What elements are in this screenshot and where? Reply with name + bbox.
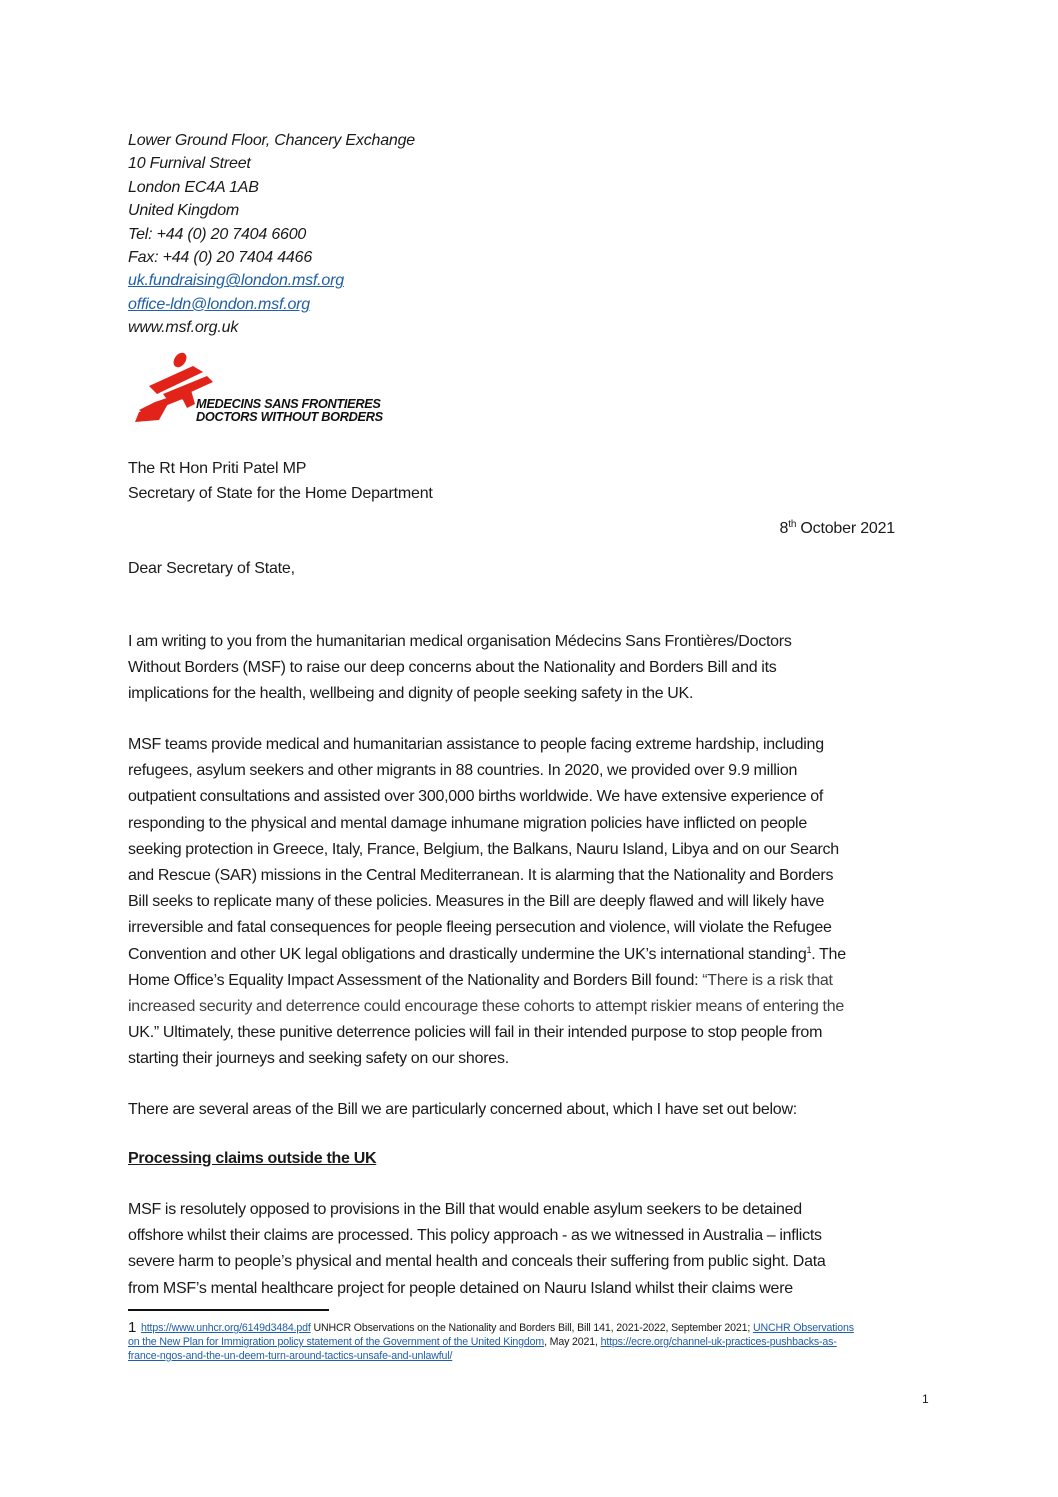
quotation: “There is a risk that (702, 971, 833, 989)
footnote-link-unhcr-observations-cont[interactable]: on the New Plan for Immigration policy statement of the Government of the United Kingdom (128, 1336, 545, 1348)
footnote-link-ecre[interactable]: https://ecre.org/channel-uk-practices-pushbacks-as- (600, 1336, 837, 1348)
paragraph-concerns-intro: There are several areas of the Bill we are particularly concerned about, which I have set out below: (128, 1101, 797, 1118)
section-heading: Processing claims outside the UK (128, 1150, 377, 1167)
address-line: United Kingdom (128, 202, 240, 220)
footnote-link-ecre-cont[interactable]: france-ngos-and-the-un-deem-turn-around-tactics-unsafe-and-unlawful/ (128, 1350, 453, 1362)
letter-date: 8th October 2021 (779, 519, 895, 537)
fax: Fax: +44 (0) 20 7404 4466 (128, 249, 313, 267)
email-link-office[interactable]: office-ldn@london.msf.org (128, 295, 311, 313)
address-line: Lower Ground Floor, Chancery Exchange (128, 132, 415, 149)
recipient-title: Secretary of State for the Home Department (128, 485, 433, 502)
footnote-separator (128, 1309, 329, 1311)
website: www.msf.org.uk (128, 319, 239, 337)
salutation: Dear Secretary of State, (128, 560, 295, 577)
paragraph-intro: I am writing to you from the humanitarian medical organisation Médecins Sans Frontières/Doctors Without Borders (MSF) to raise our deep concerns about the Nationality and Borders Bill and its implications for the health, wellbeing and dignity of people seeking safety in the UK. (128, 633, 792, 703)
footnote-link-unhcr-pdf[interactable]: https://www.unhcr.org/6149d3484.pdf (141, 1322, 311, 1334)
sender-address (128, 129, 415, 340)
address-line: London EC4A 1AB (128, 178, 259, 196)
logo-wordmark: MEDECINS SANS FRONTIERES DOCTORS WITHOUT BORDERS (196, 397, 383, 424)
footnote: 1 https://www.unhcr.org/6149d3484.pdf UNHCR Observations on the Nationality and Borders Bill, Bill 141, 2021-2022, September 2021; UNCHR Observations on the New Plan for Immigration policy statement of the Government of the United Kingdom, May 2021, https://ecre.org/channel-uk-practices-pushbacks-as- france-ngos-and-the-un-deem-turn-around-tactics-unsafe-and-unlawful/ (128, 1319, 854, 1362)
footnote-number: 1 (128, 1319, 137, 1336)
telephone: Tel: +44 (0) 20 7404 6600 (128, 225, 307, 243)
email-link-fundraising[interactable]: uk.fundraising@london.msf.org (128, 272, 344, 290)
paragraph-msf-experience: MSF teams provide medical and humanitarian assistance to people facing extreme hardship, including refugees, asylum seekers and other migrants in 88 countries. In 2020, we provided over 9.9 million outpatient consultations and assisted over 300,000 births worldwide. We have extensive experience of responding to the physical and mental damage inhumane migration policies have inflicted on people seeking protection in Greece, Italy, France, Belgium, the Balkans, Nauru Island, Libya and on our Search and Rescue (SAR) missions in the Central Mediterranean. It is alarming that the Nationality and Borders Bill seeks to replicate many of these policies. Measures in the Bill are deeply flawed and will likely have irreversible and fatal consequences for people fleeing persecution and violence, will violate the Refugee Convention and other UK legal obligations and drastically undermine the UK’s international standing$^1$. The Home Office’s Equality Impact Assessment of the Nationality and Borders Bill found: “There is a risk that increased security and deterrence could encourage these cohorts to attempt riskier means of entering the UK.” Ultimately, these punitive deterrence policies will fail in their intended purpose to stop people from starting their journeys and seeking safety on our shores. (128, 732, 934, 1073)
msf-logo (133, 350, 393, 430)
page-number: 1 (922, 1392, 929, 1406)
recipient-block (128, 456, 433, 506)
quotation: increased security and deterrence could encourage these cohorts to attempt riskier means of entering the (128, 998, 844, 1016)
paragraph-offshore-processing: MSF is resolutely opposed to provisions in the Bill that would enable asylum seekers to be detained offshore whilst their claims are processed. This policy approach - as we witnessed in Australia – inflicts severe harm to people’s physical and mental health and conceals their suffering from public sight. Data from MSF’s mental healthcare project for people detained on Nauru Island whilst their claims were (128, 1201, 826, 1297)
footnote-ref[interactable]: 1 (806, 944, 812, 955)
footnote-link-unhcr-observations[interactable]: UNCHR Observations (752, 1322, 854, 1334)
recipient-name: The Rt Hon Priti Patel MP (128, 460, 307, 477)
address-line: 10 Furnival Street (128, 155, 251, 173)
